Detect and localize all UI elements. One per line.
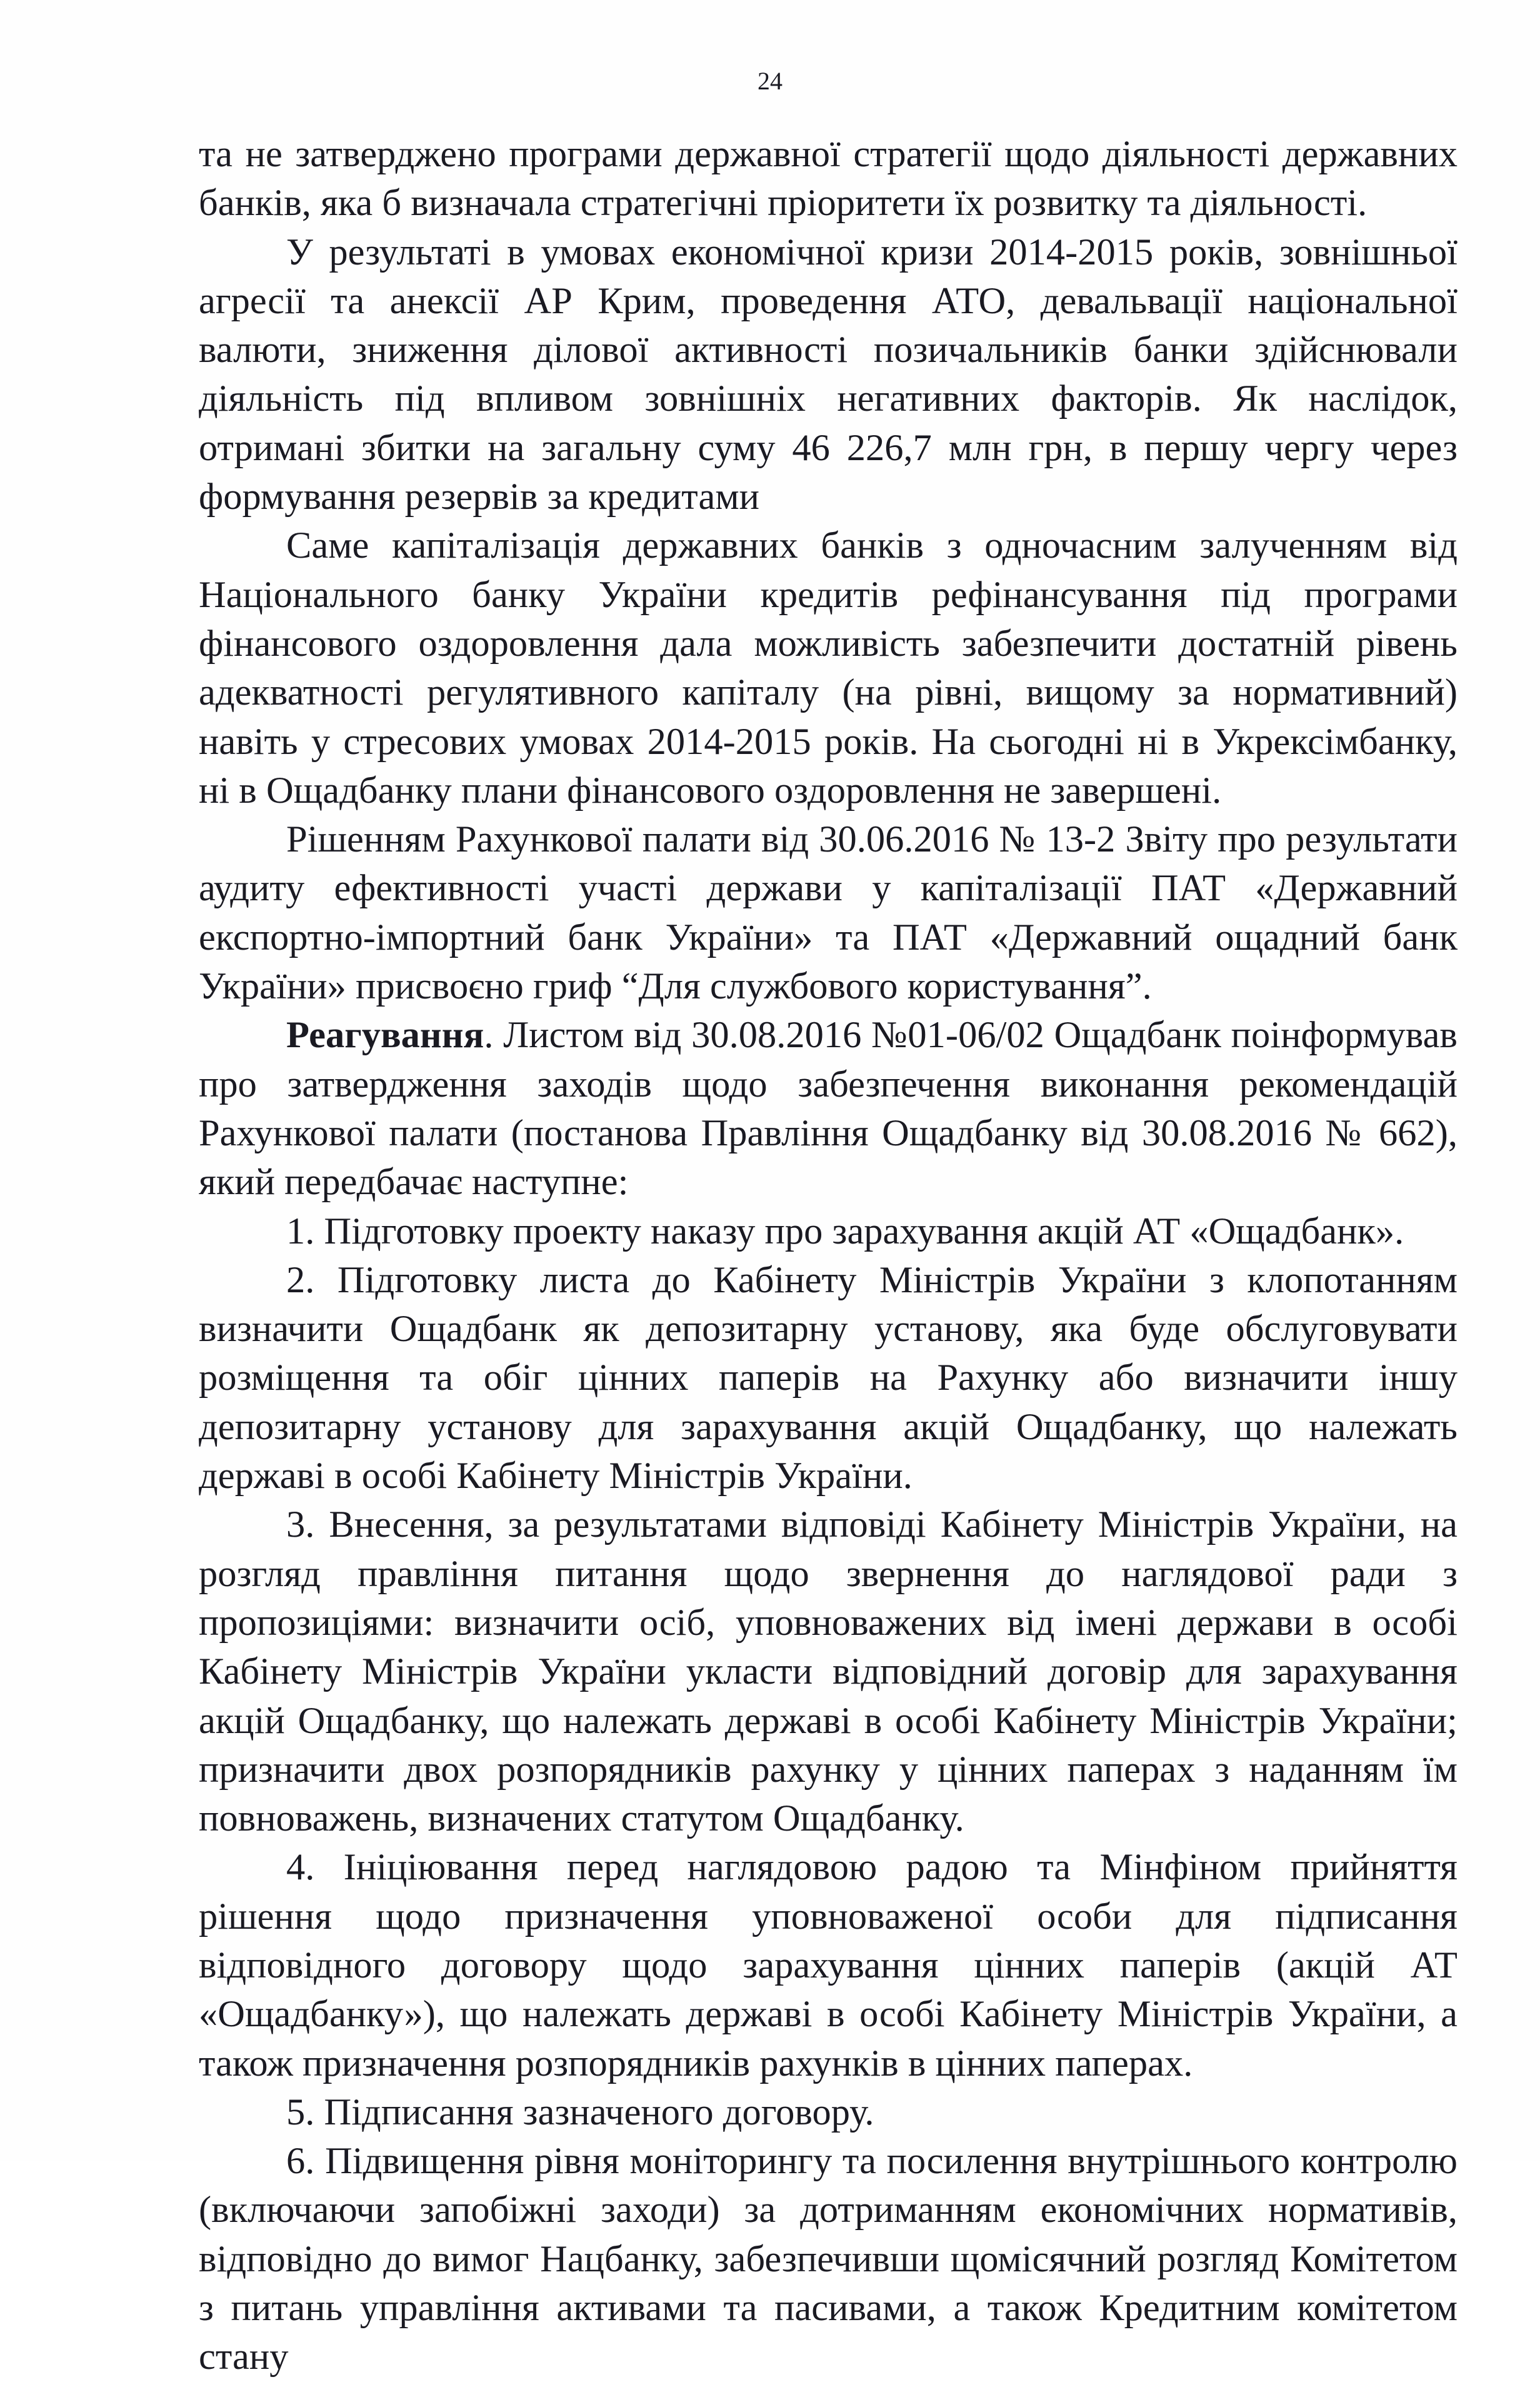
list-item-6: 6. Підвищення рівня моніторингу та посилення внутрішнього контролю (включаючи запобіжні заходи) за дотриманням економічних нормативів, відповідно до вимог Нацбанку, забезпечивши щомісячний розгляд Комітетом з питань управління активами та пасивами, а також Кредитним комітетом стану <box>199 2140 1458 2378</box>
page-number: 24 <box>758 67 782 95</box>
list-item-5: 5. Підписання зазначеного договору. <box>286 2091 874 2133</box>
response-text: . Листом від 30.08.2016 №01-06/02 Ощадбанк поінформував про затвердження заходів щодо забезпечення виконання рекомендацій Рахункової палати (постанова Правління Ощадбанку від 30.08.2016 № 662), який передбачає наступне: <box>199 1014 1458 1204</box>
document-body <box>199 130 1458 2382</box>
list-item-1: 1. Підготовку проекту наказу про зарахування акцій АТ «Ощадбанк». <box>286 1210 1404 1252</box>
paragraph-response <box>199 1011 1458 1207</box>
list-item-3: 3. Внесення, за результатами відповіді Кабінету Міністрів України, на розгляд правління питання щодо звернення до наглядової ради з пропозиціями: визначити осіб, уповноважених від імені держави в особі Кабінету Міністрів України укласти відповідний договір для зарахування акцій Ощадбанку, що належать державі в особі Кабінету Міністрів України; призначити двох розпорядників рахунку у цінних паперах з наданням їм повноважень, визначених статутом Ощадбанку. <box>199 1504 1458 1840</box>
paragraph-capitalization: Саме капіталізація державних банків з одночасним залученням від Національного банку України кредитів рефінансування під програми фінансового оздоровлення дала можливість забезпечити достатній рівень адекватності регулятивного капіталу (на рівні, вищому за нормативний) навіть у стресових умовах 2014-2015 років. На сьогодні ні в Укрексімбанку, ні в Ощадбанку плани фінансового оздоровлення не завершені. <box>199 525 1458 812</box>
paragraph-continuation: та не затверджено програми державної стратегії щодо діяльності державних банків, яка б визначала стратегічні пріоритети їх розвитку та діяльності. <box>199 133 1458 224</box>
response-lead: Реагування <box>286 1014 484 1057</box>
list-item-2: 2. Підготовку листа до Кабінету Міністрів України з клопотанням визначити Ощадбанк як депозитарну установу, яка буде обслуговувати розміщення та обіг цінних паперів на Рахунку або визначити іншу депозитарну установу для зарахування акцій Ощадбанку, що належать державі в особі Кабінету Міністрів України. <box>199 1259 1458 1497</box>
paragraph-crisis-losses: У результаті в умовах економічної кризи 2014-2015 років, зовнішньої агресії та анексії АР Крим, проведення АТО, девальвації національної валюти, зниження ділової активності позичальників банки здійснювали діяльність під впливом зовнішніх негативних факторів. Як наслідок, отримані збитки на загальну суму 46 226,7 млн грн, в першу чергу через формування резервів за кредитами <box>199 231 1458 518</box>
list-item-4: 4. Ініціювання перед наглядовою радою та Мінфіном прийняття рішення щодо призначення уповноваженої особи для підписання відповідного договору щодо зарахування цінних паперів (акцій АТ «Ощадбанку»), що належать державі в особі Кабінету Міністрів України, а також призначення розпорядників рахунків в цінних паперах. <box>199 1846 1458 2084</box>
paragraph-decision: Рішенням Рахункової палати від 30.06.2016 № 13-2 Звіту про результати аудиту ефективності участі держави у капіталізації ПАТ «Державний експортно-імпортний банк України» та ПАТ «Державний ощадний банк України» присвоєно гриф “Для службового користування”. <box>199 818 1458 1008</box>
